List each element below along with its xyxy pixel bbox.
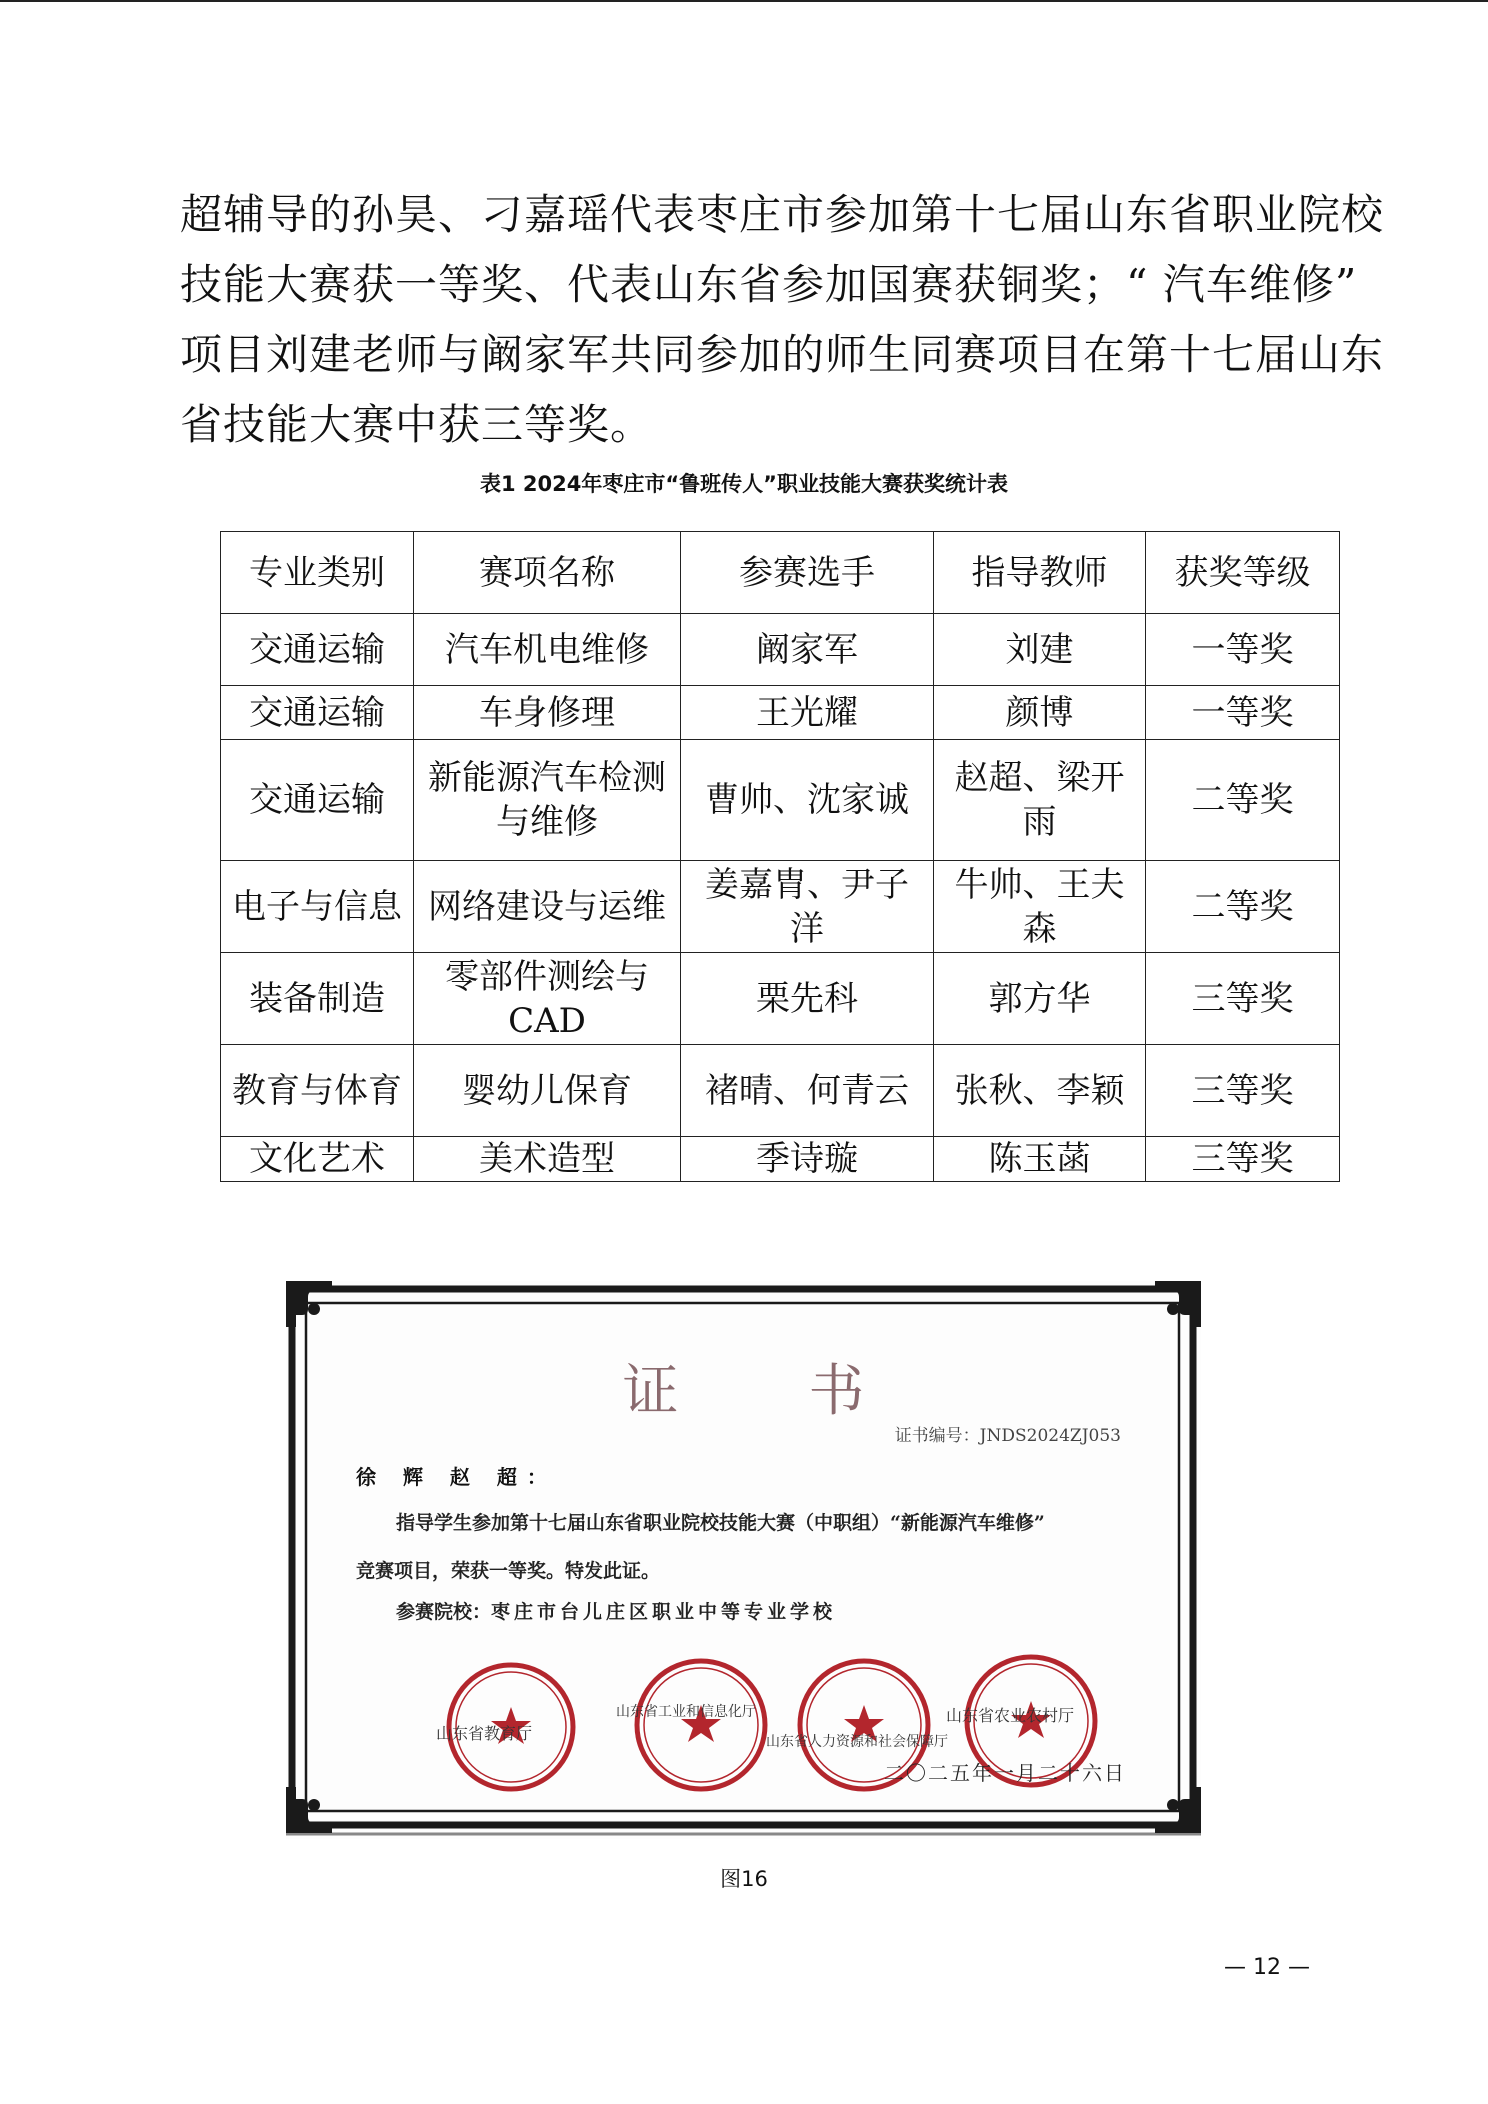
cell-award: 三等奖 xyxy=(1146,1045,1340,1137)
cell-event: 网络建设与运维 xyxy=(414,861,681,953)
cell-category: 装备制造 xyxy=(221,953,414,1045)
table-row xyxy=(221,953,1340,1045)
cell-event: 汽车机电维修 xyxy=(414,614,681,686)
cell-instructors: 陈玉菡 xyxy=(934,1137,1146,1182)
table-row xyxy=(221,1045,1340,1137)
cell-contestants: 曹帅、沈家诚 xyxy=(681,740,934,861)
table-row xyxy=(221,686,1340,740)
seal-label: 山东省农业农村厅 xyxy=(946,1706,1075,1725)
header-award: 获奖等级 xyxy=(1146,532,1340,614)
cell-instructors: 赵超、梁开雨 xyxy=(934,740,1146,861)
table-header-row xyxy=(221,532,1340,614)
cell-award: 三等奖 xyxy=(1146,953,1340,1045)
cell-event: 车身修理 xyxy=(414,686,681,740)
certificate-image xyxy=(286,1281,1201,1839)
awards-table xyxy=(220,531,1340,1182)
cell-award: 二等奖 xyxy=(1146,740,1340,861)
cell-instructors: 刘建 xyxy=(934,614,1146,686)
cell-event: 零部件测绘与CAD xyxy=(414,953,681,1045)
cell-contestants: 姜嘉胄、尹子洋 xyxy=(681,861,934,953)
cell-award: 三等奖 xyxy=(1146,1137,1340,1182)
cell-contestants: 王光耀 xyxy=(681,686,934,740)
table-caption: 表1 2024年枣庄市“鲁班传人”职业技能大赛获奖统计表 xyxy=(480,472,1008,496)
certificate-body-line: 竞赛项目，荣获一等奖。特发此证。 xyxy=(356,1560,661,1582)
page-top-rule xyxy=(0,0,1488,2)
cell-award: 一等奖 xyxy=(1146,614,1340,686)
certificate-title: 证书 xyxy=(622,1359,995,1424)
table-row xyxy=(221,861,1340,953)
seal-label: 山东省工业和信息化厅 xyxy=(616,1704,756,1720)
school-label: 参赛院校： xyxy=(396,1601,492,1623)
cell-instructors: 张秋、李颖 xyxy=(934,1045,1146,1137)
header-contestants: 参赛选手 xyxy=(681,532,934,614)
header-category: 专业类别 xyxy=(221,532,414,614)
school-name: 枣庄市台儿庄区职业中等专业学校 xyxy=(491,1601,837,1623)
official-seal-icon xyxy=(637,1661,765,1789)
cell-category: 教育与体育 xyxy=(221,1045,414,1137)
seal-label: 山东省人力资源和社会保障厅 xyxy=(766,1734,948,1750)
paragraph-line: 技能大赛获一等奖、代表山东省参加国赛获铜奖；“ 汽车维修” xyxy=(180,260,1358,309)
cell-category: 交通运输 xyxy=(221,614,414,686)
cell-award: 二等奖 xyxy=(1146,861,1340,953)
cell-instructors: 郭方华 xyxy=(934,953,1146,1045)
certificate-school xyxy=(396,1597,836,1624)
figure-caption: 图16 xyxy=(720,1867,768,1891)
header-instructors: 指导教师 xyxy=(934,532,1146,614)
seal-label: 山东省教育厅 xyxy=(436,1724,533,1743)
paragraph-line: 项目刘建老师与阚家军共同参加的师生同赛项目在第十七届山东 xyxy=(180,330,1385,379)
cell-category: 交通运输 xyxy=(221,740,414,861)
cell-event: 新能源汽车检测与维修 xyxy=(414,740,681,861)
cell-award: 一等奖 xyxy=(1146,686,1340,740)
header-event: 赛项名称 xyxy=(414,532,681,614)
cell-contestants: 栗先科 xyxy=(681,953,934,1045)
body-paragraph xyxy=(180,180,1385,460)
table-row xyxy=(221,1137,1340,1182)
table-row xyxy=(221,614,1340,686)
certificate-date: 二〇二五年一月二十六日 xyxy=(884,1761,1126,1785)
cell-contestants: 褚晴、何青云 xyxy=(681,1045,934,1137)
certificate-number: 证书编号：JNDS2024ZJ053 xyxy=(894,1426,1121,1446)
cell-event: 婴幼儿保育 xyxy=(414,1045,681,1137)
paragraph-line: 超辅导的孙昊、刁嘉瑶代表枣庄市参加第十七届山东省职业院校 xyxy=(180,190,1385,239)
paragraph-line: 省技能大赛中获三等奖。 xyxy=(180,400,654,449)
certificate-body-line: 指导学生参加第十七届山东省职业院校技能大赛（中职组）“新能源汽车维修” xyxy=(396,1512,1045,1534)
cell-contestants: 季诗璇 xyxy=(681,1137,934,1182)
cell-category: 电子与信息 xyxy=(221,861,414,953)
cell-category: 交通运输 xyxy=(221,686,414,740)
table-row xyxy=(221,740,1340,861)
page-number: — 12 — xyxy=(1224,1955,1310,1980)
cell-contestants: 阚家军 xyxy=(681,614,934,686)
certificate-recipient: 徐 辉 赵 超： xyxy=(356,1465,557,1489)
certificate-body xyxy=(356,1499,1136,1595)
cell-instructors: 颜博 xyxy=(934,686,1146,740)
cell-category: 文化艺术 xyxy=(221,1137,414,1182)
cell-event: 美术造型 xyxy=(414,1137,681,1182)
cell-instructors: 牛帅、王夫森 xyxy=(934,861,1146,953)
